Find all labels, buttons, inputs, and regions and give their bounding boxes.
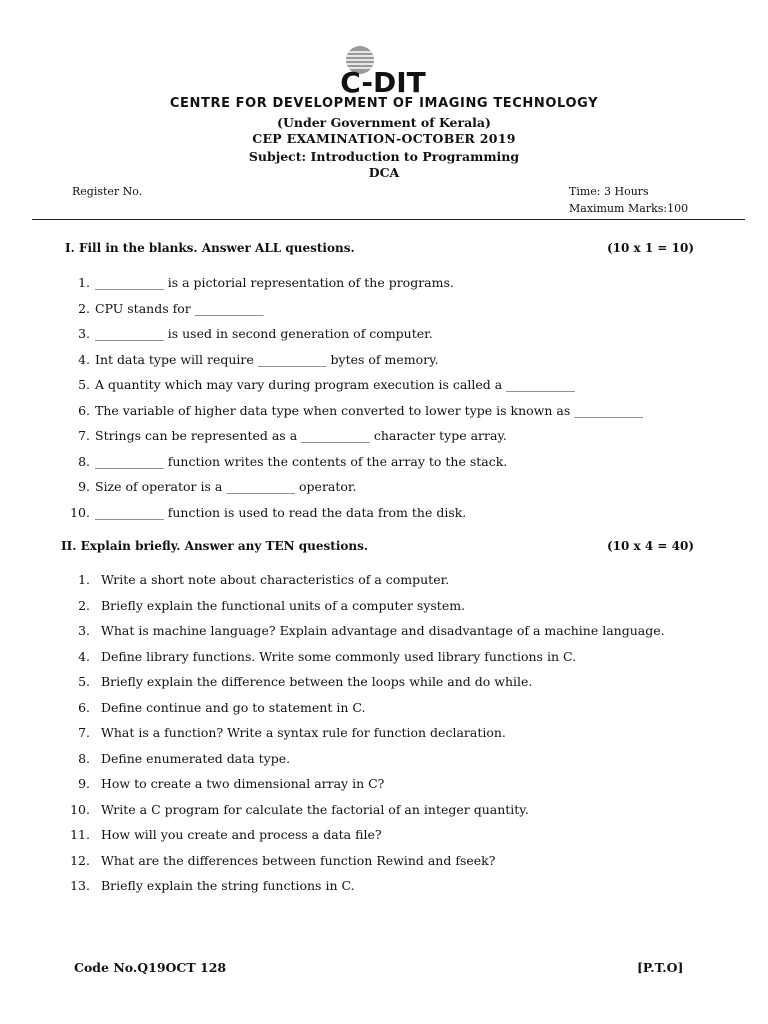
question-paper-code: Code No.Q19OCT 128 <box>74 960 227 975</box>
question-item <box>0 822 768 848</box>
question-number: 3. <box>78 623 90 638</box>
question-text: Strings can be represented as a ___________ character type array. <box>95 428 507 443</box>
section-2-title: II. Explain briefly. Answer any TEN questions. <box>61 539 369 553</box>
question-text: ___________ is a pictorial representation of the programs. <box>95 275 454 290</box>
question-text: What is a function? Write a syntax rule for function declaration. <box>101 725 506 740</box>
question-text: What is machine language? Explain advantage and disadvantage of a machine language. <box>101 623 665 638</box>
question-item <box>0 848 768 874</box>
question-number: 9. <box>78 776 90 791</box>
government-line: (Under Government of Kerala) <box>277 115 491 130</box>
question-item <box>0 746 768 772</box>
question-text: The variable of higher data type when converted to lower type is known as ___________ <box>95 402 643 418</box>
section-2-score: (10 x 4 = 40) <box>606 539 694 553</box>
question-number: 1. <box>78 275 90 290</box>
question-text: Define enumerated data type. <box>101 750 291 766</box>
question-text: Briefly explain the string functions in C. <box>101 878 355 893</box>
question-item <box>0 567 768 593</box>
question-item <box>0 423 768 449</box>
question-item <box>0 644 768 670</box>
maximum-marks: Maximum Marks:100 <box>569 202 689 215</box>
logo-text: C-DIT <box>340 66 426 96</box>
question-number: 10. <box>70 801 90 817</box>
question-number: 6. <box>78 402 90 418</box>
question-item <box>0 372 768 398</box>
question-text: Define continue and go to statement in C. <box>101 699 366 715</box>
question-item <box>0 474 768 500</box>
question-number: 7. <box>78 725 90 740</box>
institution-name: CENTRE FOR DEVELOPMENT OF IMAGING TECHNOLOGY <box>169 96 599 111</box>
question-number: 8. <box>78 453 90 469</box>
question-text: How to create a two dimensional array in C? <box>101 776 385 791</box>
question-item <box>0 500 768 526</box>
question-number: 11. <box>70 827 90 842</box>
section-2-question-list <box>0 567 768 899</box>
question-item <box>0 296 768 322</box>
question-text: CPU stands for ___________ <box>95 300 264 316</box>
question-text: How will you create and process a data file? <box>101 827 382 842</box>
section-1-title: I. Fill in the blanks. Answer ALL questions. <box>65 241 355 255</box>
question-number: 13. <box>70 878 90 893</box>
please-turn-over: [P.T.O] <box>637 960 684 975</box>
subject-line: Subject: Introduction to Programming <box>248 149 520 164</box>
question-number: 12. <box>70 852 90 868</box>
question-text: Write a short note about characteristics of a computer. <box>101 572 450 587</box>
section-1-question-list <box>0 270 768 525</box>
exam-title: CEP EXAMINATION-OCTOBER 2019 <box>252 131 516 146</box>
register-number-label: Register No. <box>72 185 143 198</box>
question-number: 5. <box>78 377 90 392</box>
question-number: 7. <box>78 428 90 443</box>
question-number: 4. <box>78 351 90 367</box>
header-divider <box>32 219 745 220</box>
question-number: 1. <box>78 572 90 587</box>
question-text: Write a C program for calculate the factorial of an integer quantity. <box>101 801 529 817</box>
question-item <box>0 771 768 797</box>
question-item <box>0 347 768 373</box>
question-number: 4. <box>78 648 90 664</box>
question-text: ___________ function is used to read the data from the disk. <box>95 504 467 520</box>
question-text: A quantity which may vary during program execution is called a ___________ <box>95 377 575 392</box>
question-item <box>0 449 768 475</box>
question-number: 9. <box>78 479 90 494</box>
question-item <box>0 321 768 347</box>
question-item <box>0 873 768 899</box>
question-item <box>0 797 768 823</box>
question-item <box>0 669 768 695</box>
course-name: DCA <box>368 165 400 180</box>
question-text: ___________ function writes the contents of the array to the stack. <box>95 453 508 469</box>
question-text: Briefly explain the difference between the loops while and do while. <box>101 674 533 689</box>
question-number: 8. <box>78 750 90 766</box>
question-number: 5. <box>78 674 90 689</box>
cdit-logo <box>333 44 433 96</box>
exam-duration: Time: 3 Hours <box>569 185 649 198</box>
question-item <box>0 695 768 721</box>
question-text: ___________ is used in second generation of computer. <box>95 326 433 341</box>
question-number: 6. <box>78 699 90 715</box>
question-number: 3. <box>78 326 90 341</box>
question-item <box>0 270 768 296</box>
question-item <box>0 593 768 619</box>
question-text: Define library functions. Write some commonly used library functions in C. <box>101 648 577 664</box>
question-text: What are the differences between function Rewind and fseek? <box>101 852 496 868</box>
question-number: 2. <box>78 300 90 316</box>
question-text: Int data type will require ___________ bytes of memory. <box>95 351 439 367</box>
question-item <box>0 720 768 746</box>
question-number: 10. <box>70 504 90 520</box>
question-number: 2. <box>78 597 90 613</box>
question-item <box>0 618 768 644</box>
question-text: Size of operator is a ___________ operator. <box>95 479 357 494</box>
section-1-score: (10 x 1 = 10) <box>606 241 694 255</box>
question-item <box>0 398 768 424</box>
question-text: Briefly explain the functional units of a computer system. <box>101 597 466 613</box>
